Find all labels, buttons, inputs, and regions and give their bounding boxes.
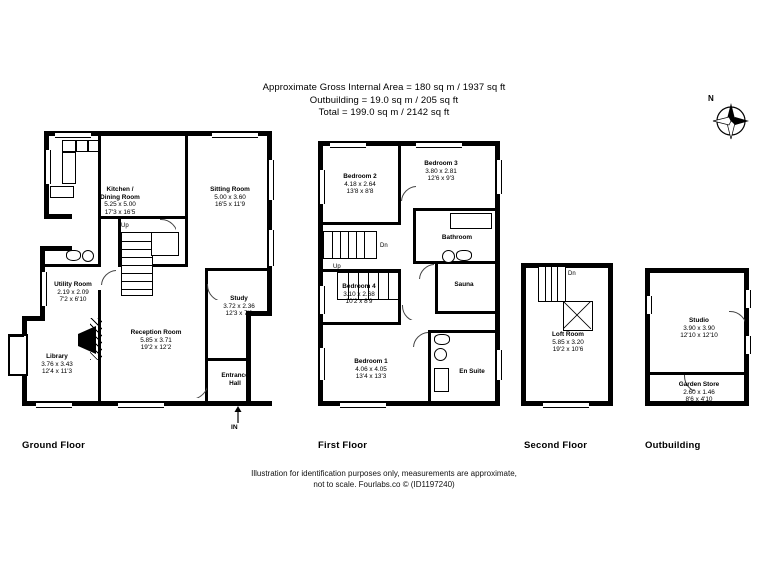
window	[45, 150, 51, 184]
wall	[435, 311, 497, 314]
door	[419, 264, 434, 279]
floor-caption-ground: Ground Floor	[22, 440, 86, 451]
wall	[645, 268, 749, 273]
kitchen-unit	[50, 186, 74, 198]
wall	[185, 219, 188, 267]
bath-fixture	[450, 213, 492, 229]
wall	[608, 263, 613, 406]
wall	[205, 268, 269, 271]
wall	[185, 133, 188, 219]
window	[646, 296, 652, 314]
basin-fixture	[66, 250, 81, 261]
window	[496, 160, 502, 194]
staircase	[121, 232, 153, 296]
room-label-reception-room: Reception Room 5.85 x 3.71 19'2 x 12'2	[130, 329, 182, 352]
wall	[521, 263, 526, 406]
wc-fixture	[442, 250, 455, 263]
kitchen-unit	[76, 140, 88, 152]
wall	[320, 322, 401, 325]
bay-window	[8, 334, 28, 376]
kitchen-unit	[62, 140, 76, 152]
room-label-study: Study 3.72 x 2.36 12'3 x 7'9	[223, 295, 255, 318]
fireplace-icon	[76, 326, 96, 354]
room-label-entrance-hall: Entrance Hall	[221, 372, 249, 387]
floor-caption-first: First Floor	[318, 440, 368, 451]
wall	[267, 131, 272, 311]
room-label-bedroom-4: Bedroom 4 3.10 x 2.68 10'2 x 8'9	[342, 283, 376, 306]
wall	[45, 264, 100, 267]
disclaimer	[0, 468, 768, 490]
kitchen-unit	[62, 152, 76, 184]
entrance-in-label: IN	[231, 424, 238, 431]
entrance-arrow-icon	[232, 406, 244, 424]
wall	[8, 334, 24, 337]
area-total: Total = 199.0 sq m / 2142 sq ft	[318, 107, 450, 118]
door	[101, 270, 116, 285]
room-label-kitchen-dining: Kitchen / Dining Room 5.25 x 5.00 17'3 x 16'5	[100, 186, 140, 216]
wall	[435, 264, 438, 314]
room-label-studio: Studio 3.90 x 3.90 12'10 x 12'10	[680, 317, 718, 340]
shower-fixture	[434, 368, 449, 392]
wall	[428, 330, 497, 333]
staircase-landing	[151, 232, 179, 256]
stair-direction-label-dn: Dn	[380, 243, 388, 249]
wall	[320, 222, 401, 225]
disclaimer-line-1: Illustration for identification purposes only, measurements are approximate,	[251, 469, 517, 478]
stair-direction-label-dn: Dn	[568, 271, 576, 277]
door	[401, 186, 416, 201]
room-label-bedroom-3: Bedroom 3 3.80 x 2.81 12'6 x 9'3	[424, 160, 458, 183]
window	[319, 348, 325, 380]
window	[268, 230, 274, 266]
window	[416, 142, 462, 148]
door	[413, 332, 428, 347]
window	[268, 160, 274, 200]
window	[319, 286, 325, 314]
door	[160, 219, 176, 235]
basin-fixture	[434, 334, 450, 345]
window	[496, 350, 502, 380]
window	[340, 402, 386, 408]
room-label-bathroom: Bathroom	[441, 234, 473, 241]
area-summary	[0, 82, 768, 120]
window	[55, 132, 91, 138]
door	[189, 380, 207, 398]
stair-direction-label: Up	[121, 223, 129, 229]
window	[543, 402, 589, 408]
room-label-garden-store: Garden Store 2.60 x 1.46 8'6 x 4'10	[678, 381, 720, 404]
room-label-loft-room: Loft Room 5.85 x 3.20 19'2 x 10'6	[552, 331, 584, 354]
door	[402, 305, 417, 320]
window	[745, 290, 751, 308]
kitchen-unit	[88, 140, 99, 152]
staircase-down	[538, 266, 566, 302]
room-label-library: Library 3.76 x 3.43 12'4 x 11'3	[41, 353, 73, 376]
compass-north-label: N	[708, 94, 714, 103]
stair-direction-label-up: Up	[333, 264, 341, 270]
staircase-down	[323, 231, 377, 259]
wall	[98, 219, 101, 267]
window	[330, 142, 366, 148]
wall	[428, 330, 431, 402]
room-label-sitting-room: Sitting Room 5.00 x 3.60 16'5 x 11'9	[210, 186, 250, 209]
basin-fixture	[456, 250, 472, 261]
room-label-en-suite: En Suite	[459, 368, 485, 375]
compass-rose-icon	[706, 96, 752, 142]
wall	[413, 208, 416, 264]
window	[319, 170, 325, 204]
wall	[205, 358, 248, 361]
area-gross-internal: Approximate Gross Internal Area = 180 sq m / 1937 sq ft	[262, 82, 506, 93]
wall	[645, 268, 650, 406]
room-label-utility-room: Utility Room 2.19 x 2.09 7'2 x 6'10	[54, 281, 92, 304]
wc-fixture	[82, 250, 94, 262]
room-label-bedroom-1: Bedroom 1 4.06 x 4.05 13'4 x 13'3	[354, 358, 388, 381]
floor-caption-second: Second Floor	[524, 440, 588, 451]
wall	[413, 208, 497, 211]
wall	[521, 263, 613, 268]
window	[745, 336, 751, 354]
rooflight-cross-icon	[563, 301, 591, 329]
room-label-bedroom-2: Bedroom 2 4.18 x 2.64 13'8 x 8'8	[343, 173, 377, 196]
wall	[44, 214, 72, 219]
area-outbuilding: Outbuilding = 19.0 sq m / 205 sq ft	[309, 94, 459, 106]
room-label-sauna: Sauna	[454, 281, 474, 288]
wc-fixture	[434, 348, 447, 361]
wall	[398, 143, 401, 223]
window	[212, 132, 258, 138]
window	[118, 402, 164, 408]
window	[36, 402, 72, 408]
floor-caption-outbuilding: Outbuilding	[645, 440, 701, 451]
disclaimer-line-2: not to scale. Fourlabs.co © (ID1197240)	[313, 480, 455, 489]
